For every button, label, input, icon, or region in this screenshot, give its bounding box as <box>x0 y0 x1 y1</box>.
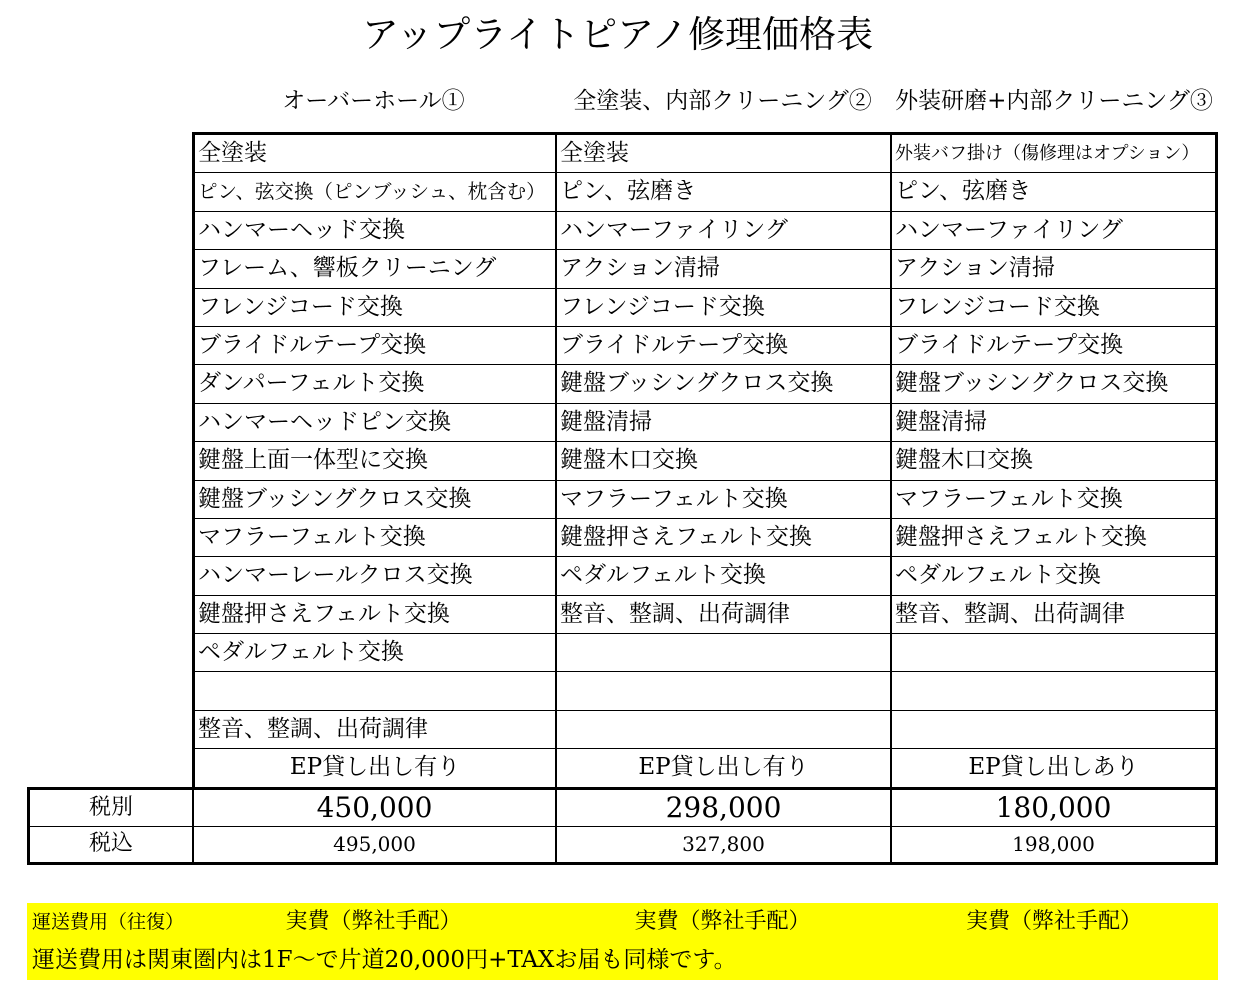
price-table <box>27 787 1218 865</box>
item-row <box>195 672 1215 710</box>
shipping-note: 運送費用は関東圏内は1F～で片道20,000円+TAXお届も同様です。 <box>32 947 737 973</box>
polish-price-excl-tax: 180,000 <box>890 790 1215 826</box>
overhaul-rental: EP貸し出し有り <box>289 754 461 781</box>
overhaul-price-excl-tax: 450,000 <box>192 790 555 826</box>
overhaul-item <box>195 672 555 709</box>
overhaul-item: 整音、整調、出荷調律 <box>198 715 428 742</box>
polish-price-incl-tax: 198,000 <box>890 827 1215 862</box>
item-row <box>195 135 1215 173</box>
repaint-shipping: 実費（弊社手配） <box>634 909 811 934</box>
polish-shipping: 実費（弊社手配） <box>965 909 1142 934</box>
repaint-item: 整音、整調、出荷調律 <box>555 596 890 633</box>
overhaul-price-incl-tax: 495,000 <box>192 827 555 862</box>
overhaul-item: マフラーフェルト交換 <box>198 523 426 550</box>
shipping-info-box <box>27 903 1218 980</box>
polish-item: 整音、整調、出荷調律 <box>890 596 1215 633</box>
repaint-item <box>555 711 890 748</box>
polish-item: ペダルフェルト交換 <box>890 557 1215 594</box>
repaint-item <box>555 634 890 671</box>
repaint-rental: EP貸し出し有り <box>555 749 890 787</box>
repaint-price-excl-tax: 298,000 <box>555 790 890 826</box>
plan-headings <box>192 84 1218 118</box>
overhaul-item: ペダルフェルト交換 <box>198 639 404 666</box>
repaint-item: 鍵盤押さえフェルト交換 <box>555 519 890 556</box>
item-row <box>195 250 1215 288</box>
polish-item: 鍵盤押さえフェルト交換 <box>890 519 1215 556</box>
overhaul-item: 鍵盤上面一体型に交換 <box>198 447 428 474</box>
plan-heading-overhaul: オーバーホール① <box>282 88 465 114</box>
polish-item: 外装バフ掛け（傷修理はオプション） <box>890 135 1215 172</box>
overhaul-shipping: 実費（弊社手配） <box>285 909 462 934</box>
polish-item: 鍵盤ブッシングクロス交換 <box>890 365 1215 402</box>
polish-item: ブライドルテープ交換 <box>890 327 1215 364</box>
item-row <box>195 289 1215 327</box>
item-row <box>195 442 1215 480</box>
page-title: アップライトピアノ修理価格表 <box>361 13 874 56</box>
excl-tax-label: 税別 <box>88 795 133 820</box>
overhaul-item: 鍵盤押さえフェルト交換 <box>198 600 450 627</box>
rental-row <box>195 749 1215 787</box>
polish-item <box>890 634 1215 671</box>
repaint-item: 全塗装 <box>555 135 890 172</box>
repaint-item <box>555 672 890 709</box>
shipping-row <box>27 903 1218 941</box>
repaint-item: 鍵盤木口交換 <box>555 442 890 479</box>
item-row <box>195 327 1215 365</box>
polish-item: アクション清掃 <box>890 250 1215 287</box>
overhaul-item: ブライドルテープ交換 <box>198 331 427 358</box>
item-row <box>195 481 1215 519</box>
repaint-item: 鍵盤清掃 <box>555 404 890 441</box>
repair-items-table <box>192 132 1218 788</box>
overhaul-item: ハンマーヘッド交換 <box>198 216 405 243</box>
polish-item: 鍵盤清掃 <box>890 404 1215 441</box>
overhaul-item: ピン、弦交換（ピンブッシュ、枕含む） <box>198 180 546 204</box>
polish-item: 鍵盤木口交換 <box>890 442 1215 479</box>
repaint-item: フレンジコード交換 <box>555 289 890 326</box>
item-row <box>195 173 1215 211</box>
polish-item <box>890 672 1215 709</box>
item-row <box>195 404 1215 442</box>
polish-item <box>890 711 1215 748</box>
polish-item: マフラーフェルト交換 <box>890 481 1215 518</box>
overhaul-item: ハンマーヘッドピン交換 <box>198 408 451 435</box>
repaint-item: ハンマーファイリング <box>555 212 890 249</box>
item-row <box>195 365 1215 403</box>
shipping-label: 運送費用（往復） <box>32 911 185 933</box>
polish-item: ピン、弦磨き <box>890 173 1215 210</box>
overhaul-item: ダンパーフェルト交換 <box>198 370 425 397</box>
repaint-item: アクション清掃 <box>555 250 890 287</box>
polish-item: フレンジコード交換 <box>890 289 1215 326</box>
polish-rental: EP貸し出しあり <box>890 749 1215 787</box>
repaint-item: マフラーフェルト交換 <box>555 481 890 518</box>
item-row <box>195 212 1215 250</box>
repaint-price-incl-tax: 327,800 <box>555 827 890 862</box>
price-row-incl-tax <box>30 827 1215 862</box>
item-row <box>195 634 1215 672</box>
repaint-item: 鍵盤ブッシングクロス交換 <box>555 365 890 402</box>
item-row <box>195 557 1215 595</box>
repaint-item: ブライドルテープ交換 <box>555 327 890 364</box>
overhaul-item: 全塗装 <box>198 140 267 166</box>
item-row <box>195 596 1215 634</box>
repaint-item: ピン、弦磨き <box>555 173 890 210</box>
plan-heading-repaint: 全塗装、内部クリーニング② <box>573 88 872 114</box>
item-row <box>195 519 1215 557</box>
overhaul-item: ハンマーレールクロス交換 <box>198 562 473 589</box>
item-row <box>195 711 1215 749</box>
polish-item: ハンマーファイリング <box>890 212 1215 249</box>
overhaul-item: 鍵盤ブッシングクロス交換 <box>198 485 472 512</box>
overhaul-item: フレーム、響板クリーニング <box>198 255 497 282</box>
repaint-item: ペダルフェルト交換 <box>555 557 890 594</box>
plan-heading-polish: 外装研磨+内部クリーニング③ <box>895 88 1213 114</box>
price-row-excl-tax <box>30 790 1215 827</box>
overhaul-item: フレンジコード交換 <box>198 293 403 320</box>
incl-tax-label: 税込 <box>88 831 133 856</box>
